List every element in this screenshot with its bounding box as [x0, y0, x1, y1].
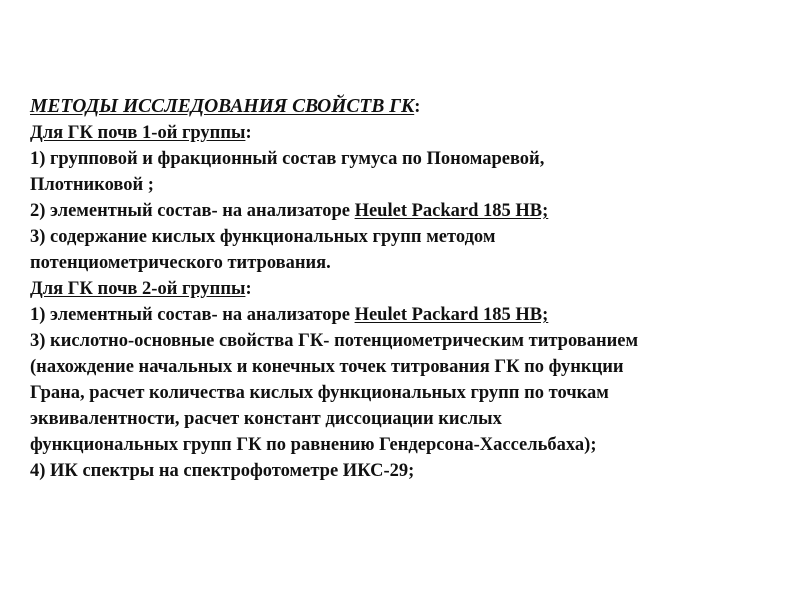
group2-heading-colon: : — [245, 279, 252, 299]
group2-item3-line1: 3) кислотно-основные свойства ГК- потенциометрическим титрованием — [30, 331, 639, 351]
group2-item4-line: 4) ИК спектры на спектрофотометре ИКС-29; — [30, 461, 415, 481]
group1-item2-line — [30, 198, 778, 224]
group1-heading-line — [30, 120, 778, 146]
slide-title-line — [30, 94, 778, 120]
group1-item2-device: Heulet Packard 185 HB; — [354, 201, 549, 221]
group2-item3-line3: Грана, расчет количества кислых функциональных групп по точкам — [30, 383, 609, 403]
slide-content — [30, 94, 778, 484]
group2-item3-line2: (нахождение начальных и конечных точек титрования ГК по функции — [30, 357, 624, 377]
group1-item3-line1: 3) содержание кислых функциональных групп методом — [30, 227, 496, 247]
group2-item3-line5: функциональных групп ГК по равнению Гендерсона-Хассельбаха); — [30, 435, 597, 455]
group1-item3-line2: потенциометрического титрования. — [30, 253, 331, 273]
group1-item1-line1: 1) групповой и фракционный состав гумуса по Пономаревой, — [30, 149, 545, 169]
group1-item2-prefix: 2) элементный состав- на анализаторе — [30, 201, 355, 221]
group2-heading-line — [30, 276, 778, 302]
group2-item1-line — [30, 302, 778, 328]
group1-heading-colon: : — [245, 123, 252, 143]
group2-item1-device: Heulet Packard 185 HB; — [354, 305, 549, 325]
group2-item1-prefix: 1) элементный состав- на анализаторе — [30, 305, 355, 325]
group1-heading: Для ГК почв 1-ой группы — [30, 123, 246, 143]
group1-item1-line2: Плотниковой ; — [30, 175, 154, 195]
slide-title-colon: : — [414, 97, 421, 117]
slide-title: МЕТОДЫ ИССЛЕДОВАНИЯ СВОЙСТВ ГК — [30, 96, 415, 117]
group2-heading: Для ГК почв 2-ой группы — [30, 279, 246, 299]
group2-item3-line4: эквивалентности, расчет констант диссоциации кислых — [30, 409, 502, 429]
